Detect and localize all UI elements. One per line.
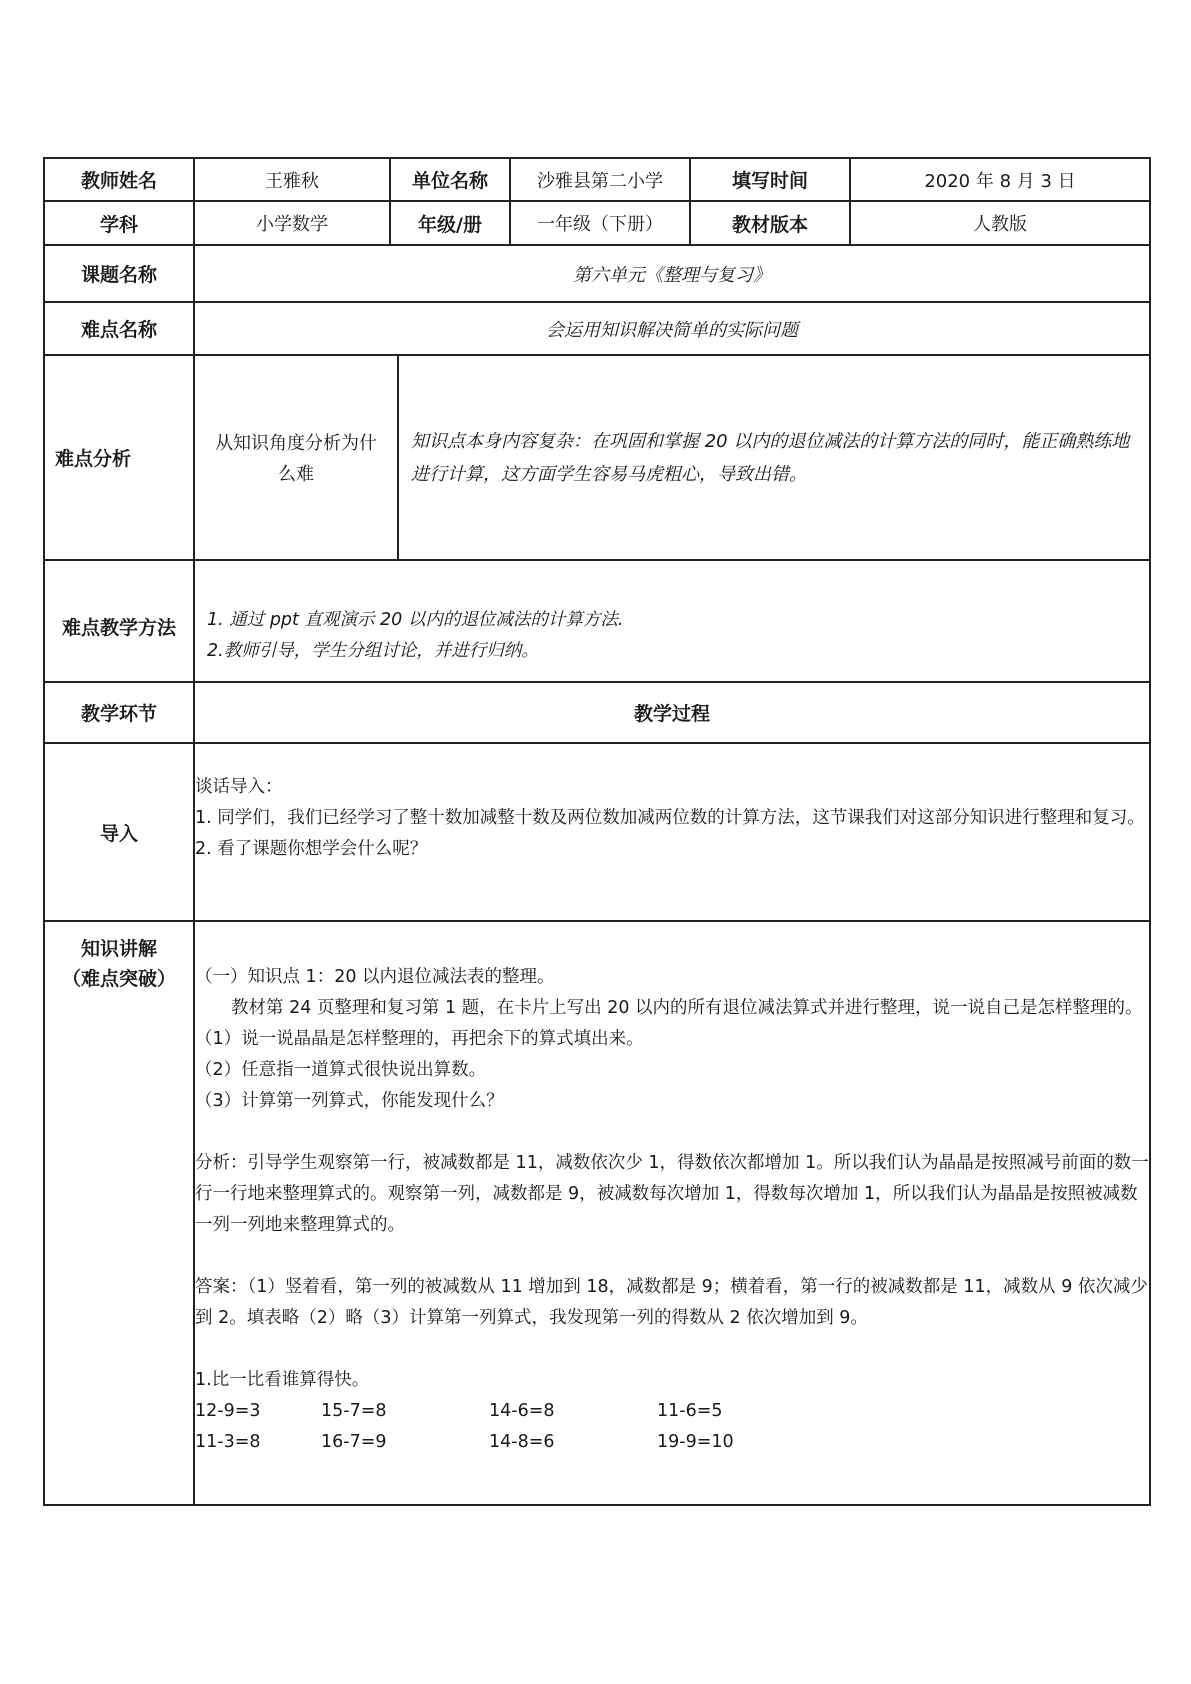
teacher-value: 王雅秋 — [194, 158, 390, 201]
difficulty-label: 难点名称 — [44, 302, 194, 355]
knowledge-q2: （2）任意指一道算式很快说出算数。 — [195, 1060, 487, 1080]
date-label: 填写时间 — [690, 158, 850, 201]
method-row — [44, 560, 1150, 682]
unit-label: 单位名称 — [390, 158, 510, 201]
topic-value: 第六单元《整理与复习》 — [194, 245, 1150, 302]
calc-item: 11-6=5 — [657, 1401, 723, 1421]
method-item-1: 1. 通过 ppt 直观演示 20 以内的退位减法的计算方法. — [207, 610, 624, 630]
process-label: 教学环节 — [44, 682, 194, 743]
analysis-label: 难点分析 — [44, 355, 194, 560]
knowledge-label-line-2: （难点突破） — [61, 968, 176, 990]
calc-row-1 — [195, 1396, 1149, 1427]
teacher-label: 教师姓名 — [44, 158, 194, 201]
process-header-row — [44, 682, 1150, 743]
knowledge-analysis: 分析：引导学生观察第一行，被减数都是 11，减数依次少 1，得数依次都增加 1。所以我们认为晶晶是按照减号前面的数一行一行地来整理算式的。观察第一列，减数都是 9，被减数每次增加 1，得数每次增加 1，所以我们认为晶晶是按照被减数一列一列地来整理算式的。 — [195, 1153, 1149, 1235]
difficulty-value: 会运用知识解决简单的实际问题 — [194, 302, 1150, 355]
analysis-row — [44, 355, 1150, 560]
subject-label: 学科 — [44, 201, 194, 245]
analysis-inner — [195, 356, 1149, 559]
edition-value: 人教版 — [850, 201, 1150, 245]
calc-item: 12-9=3 — [195, 1401, 261, 1421]
knowledge-row — [44, 921, 1150, 1505]
calc-item: 19-9=10 — [657, 1432, 734, 1452]
info-row-1 — [44, 158, 1150, 201]
knowledge-task: 教材第 24 页整理和复习第 1 题，在卡片上写出 20 以内的所有退位减法算式并进行整理，说一说自己是怎样整理的。 — [231, 998, 1143, 1018]
topic-label: 课题名称 — [44, 245, 194, 302]
calc-item: 14-6=8 — [489, 1401, 555, 1421]
process-value: 教学过程 — [194, 682, 1150, 743]
info-row-2 — [44, 201, 1150, 245]
knowledge-answer: 答案：（1）竖着看，第一列的被减数从 11 增加到 18，减数都是 9；横着看，第一行的被减数都是 11，减数从 9 依次减少到 2。填表略（2）略（3）计算第一列算式，我发现第一列的得数从 2 依次增加到 9。 — [195, 1277, 1148, 1328]
topic-row — [44, 245, 1150, 302]
method-label: 难点教学方法 — [44, 560, 194, 682]
grade-value: 一年级（下册） — [510, 201, 690, 245]
method-cell — [194, 560, 1150, 682]
method-item-2: 2.教师引导，学生分组讨论，并进行归纳。 — [207, 641, 539, 661]
knowledge-label-line-1: 知识讲解 — [80, 938, 157, 960]
calc-item: 11-3=8 — [195, 1432, 261, 1452]
knowledge-heading: （一）知识点 1：20 以内退位减法表的整理。 — [195, 967, 555, 987]
analysis-text: 知识点本身内容复杂：在巩固和掌握 20 以内的退位减法的计算方法的同时，能正确熟练地进行计算，这方面学生容易马虎粗心，导致出错。 — [411, 430, 1130, 485]
intro-line-2: 1. 同学们，我们已经学习了整十数加减整十数及两位数加减两位数的计算方法，这节课我们对这部分知识进行整理和复习。 — [195, 808, 1145, 828]
knowledge-label — [44, 921, 194, 1505]
analysis-cell — [194, 355, 1150, 560]
date-value: 2020 年 8 月 3 日 — [850, 158, 1150, 201]
knowledge-q3: （3）计算第一列算式，你能发现什么？ — [195, 1091, 504, 1111]
intro-line-3: 2. 看了课题你想学会什么呢？ — [195, 839, 428, 859]
lesson-plan-sheet — [43, 157, 1149, 1506]
knowledge-content — [194, 921, 1150, 1505]
subject-value: 小学数学 — [194, 201, 390, 245]
calc-row-2 — [195, 1427, 1149, 1458]
unit-value: 沙雅县第二小学 — [510, 158, 690, 201]
knowledge-q1: （1）说一说晶晶是怎样整理的，再把余下的算式填出来。 — [195, 1029, 644, 1049]
intro-content — [194, 743, 1150, 921]
grade-label: 年级/册 — [390, 201, 510, 245]
difficulty-row — [44, 302, 1150, 355]
edition-label: 教材版本 — [690, 201, 850, 245]
intro-line-1: 谈话导入： — [195, 777, 283, 797]
analysis-sub-label: 从知识角度分析为什么难 — [195, 356, 398, 559]
calc-item: 15-7=8 — [321, 1401, 387, 1421]
intro-label: 导入 — [44, 743, 194, 921]
intro-row — [44, 743, 1150, 921]
exercise-title: 1.比一比看谁算得快。 — [195, 1370, 370, 1390]
calc-item: 14-8=6 — [489, 1432, 555, 1452]
lesson-plan-table — [43, 157, 1151, 1506]
calc-item: 16-7=9 — [321, 1432, 387, 1452]
